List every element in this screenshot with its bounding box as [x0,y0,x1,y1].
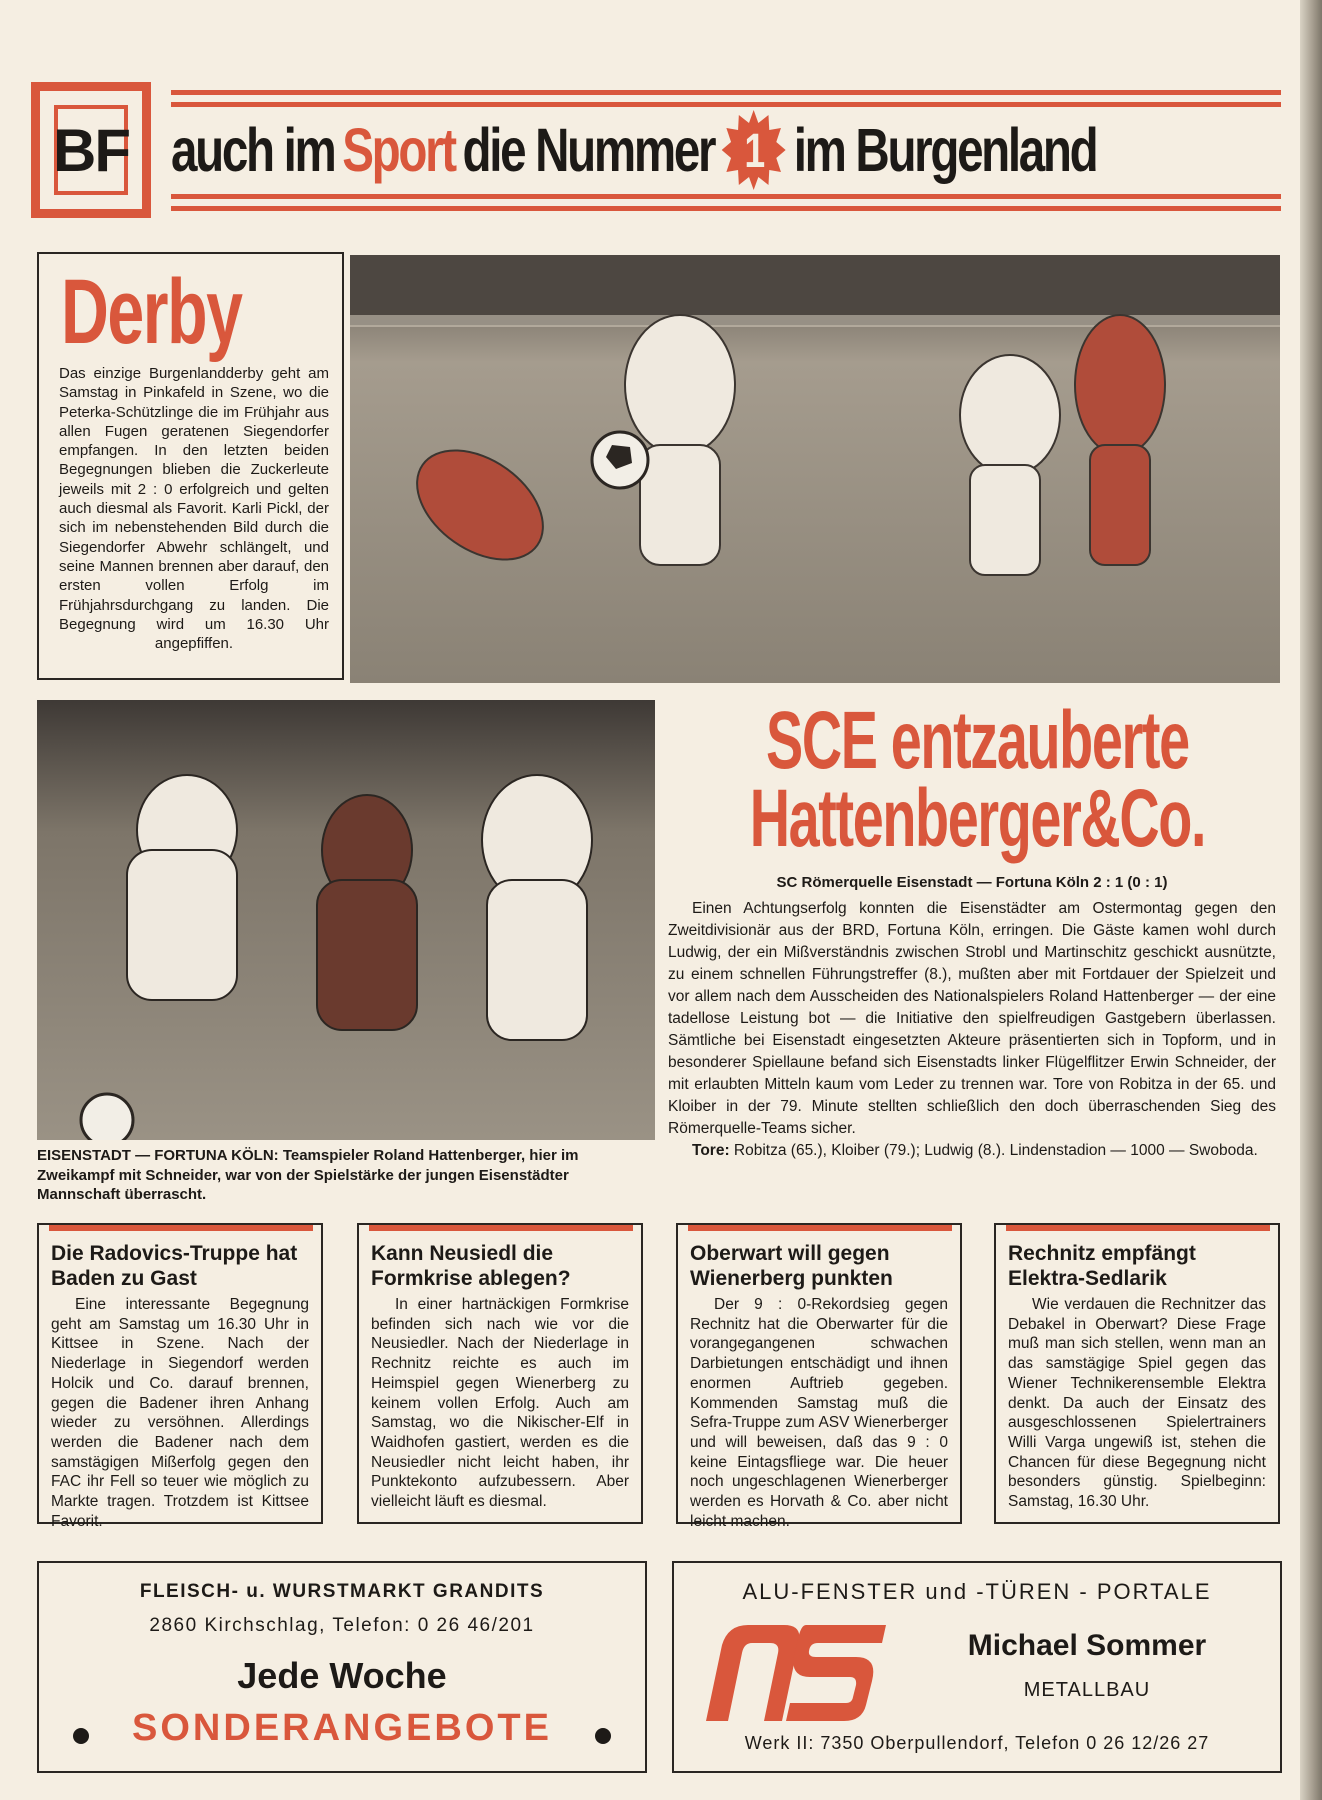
badge-number: 1 [744,124,764,179]
box-text: Wie verdauen die Rechnitzer das Debakel in Oberwart? Diese Frage muß man sich stellen, wenn man an das samstägige Spiel gegen das Wiener Technikerensemble Elektra denkt. Da auch der Einsatz des ausgeschlossenen Spielertrainers Willi Varga ungewiß ist, stehen die Chancen für diese Begegnung nicht besonders günstig. Spielbeginn: Samstag, 16.30 Uhr. [1008,1296,1266,1511]
ad-grandits-address: 2860 Kirchschlag, Telefon: 0 26 46/201 [149,1615,535,1636]
sce-body-text: Einen Achtungserfolg konnten die Eisenstädter am Ostermontag gegen den Zweitdivisionär aus der BRD, Fortuna Köln, erringen. Die Gäste kamen wohl durch Ludwig, der ein Mißverständnis zwischen Strobl und Martinschitz geschickt ausnützte, zu einem schnellen Führungstreffer (8.), mußten aber mit Fortdauer der Spielzeit und vor allem nach dem Ausscheiden des Nationalspielers Roland Hattenberger — der eine tadellose Leistung bot — die Initiative den spielfreudigen Gastgebern überlassen. Sämtliche bei Eisenstadt eingesetzten Akteure präsentierten sich in Topform, und in besonderer Spiellaune befand sich Eisenstadts linker Flügelflitzer Erwin Schneider, der mit erlaubten Mitteln kaum vom Leder zu trennen war. Tore von Robitza in der 65. und Kloiber in der 79. Minute stellten schließlich den doch überraschenden Sieg des Römerquelle-Teams sicher. [668,900,1276,1137]
bullet-dot-right [595,1728,611,1744]
slogan-part1: auch im [171,116,335,184]
masthead-rule-top-1 [171,90,1281,95]
box-text: In einer hartnäckigen Formkrise befinden sich nach wie vor die Neusiedler. Nach der Niederlage in Rechnitz reichte es auch im Heimspiel gegen Wienerberg zu keinem vollen Erfolg. Auch am Samstag, wo die Nikischer-Elf in Waidhofen gastiert, werden es die Neusiedler nicht leicht haben, ihr Punktekonto aufzubessern. Aber vielleicht läuft es diesmal. [371,1296,629,1511]
article-box-radovics [37,1223,323,1530]
box-accent-bar [49,1225,313,1231]
masthead-slogan [171,112,1097,188]
box-title: Oberwart will gegen Wienerberg punkten [690,1242,893,1290]
box-accent-bar [688,1225,952,1231]
ad-grandits [37,1561,647,1773]
hattenberger-match-photo [37,700,655,1140]
photo-caption: EISENSTADT — FORTUNA KÖLN: Teamspieler Roland Hattenberger, hier im Zweikampf mit Schneider, war von der Spielstärke der jungen Eisenstädter Mannschaft überrascht. [37,1147,579,1203]
box-title: Kann Neusiedl die Formkrise ablegen? [371,1242,571,1290]
derby-match-photo [350,255,1280,683]
goals-text: Robitza (65.), Kloiber (79.); Ludwig (8.). Lindenstadion — 1000 — Swoboda. [733,1142,1258,1159]
box-accent-bar [369,1225,633,1231]
sce-goals-line [668,1140,1276,1162]
bf-logo [31,82,151,218]
derby-article [37,252,344,680]
ad-grandits-offers: SONDERANGEBOTE [132,1707,552,1749]
masthead-rule-top-2 [171,102,1281,107]
derby-text: Das einzige Burgenlandderby geht am Samstag in Pinkafeld in Szene, wo die Peterka-Schützlinge die im Frühjahr aus allen Fugen geratenen Siegendorfer empfangen. In den letzten beiden Begegnungen blieben die Zuckerleute jeweils mit 2 : 0 erfolgreich und gelten auch diesmal als Favorit. Karli Pickl, der sich im nebenstehenden Bild durch die Siegendorfer Abwehr schlängelt, und seine Mannen brennen aber darauf, den ersten vollen Erfolg im Frühjahrsdurchgang zu landen. Die Begegnung wird um 16.30 Uhr angepfiffen. [59,365,329,653]
masthead [31,82,1281,218]
sce-article-body [668,898,1276,1162]
page-edge [1300,0,1322,1800]
masthead-rule-bottom-1 [171,194,1281,199]
box-accent-bar [1006,1225,1270,1231]
bullet-dot-left [73,1728,89,1744]
sce-match-result: SC Römerquelle Eisenstadt — Fortuna Köln 2 : 1 (0 : 1) [776,874,1168,891]
ad-sommer [672,1561,1282,1773]
derby-title: Derby [61,261,242,363]
ad-sommer-address: Werk II: 7350 Oberpullendorf, Telefon 0 26 12/26 27 [744,1733,1210,1753]
ad-grandits-name: FLEISCH- u. WURSTMARKT GRANDITS [139,1581,545,1602]
ad-sommer-name: Michael Sommer [967,1629,1207,1662]
sce-headline-line2: Hattenberger&Co. [749,773,1206,864]
ad-grandits-slogan: Jede Woche [237,1655,447,1696]
ms-logo-icon [706,1625,886,1726]
goals-label: Tore: [692,1142,730,1159]
slogan-part3: im Burgenland [793,116,1097,184]
article-box-rechnitz [994,1223,1280,1524]
box-text: Der 9 : 0-Rekordsieg gegen Rechnitz hat die Oberwarter für die vorangegangenen schwachen Darbietungen entschädigt und ihnen enormen Auftrieb gegeben. Kommenden Samstag muß die Sefra-Truppe zum ASV Wienerberger und will beweisen, daß das 9 : 0 keine Eintagsfliege war. Die heuer noch ungeschlagenen Wienerberger werden es Horvath & Co. aber nicht leicht machen. [690,1296,948,1530]
ad-sommer-products: ALU-FENSTER und -TÜREN - PORTALE [742,1579,1212,1604]
ad-sommer-trade: METALLBAU [1023,1679,1151,1701]
box-title: Rechnitz empfängt Elektra-Sedlarik [1008,1242,1196,1290]
masthead-rule-bottom-2 [171,206,1281,211]
sce-headline [668,695,1206,864]
slogan-part2: die Nummer [462,116,715,184]
bf-logo-text: BF [53,116,129,184]
article-box-neusiedl [357,1223,643,1524]
sce-headline-line1: SCE entzauberte [766,695,1189,786]
box-title: Die Radovics-Truppe hat Baden zu Gast [51,1242,298,1290]
article-box-oberwart [676,1223,962,1530]
slogan-sport: Sport [342,116,455,184]
box-text: Eine interessante Begegnung geht am Samstag um 16.30 Uhr in Kittsee in Szene. Nach der Niederlage in Siegendorf werden Holcik und Co. darauf brennen, gegen die Badener ihren Anhang wieder zu versöhnen. Allerdings werden die Badener nach dem samstägigen Mißerfolg gegen den FAC ihr Fell so teuer wie möglich zu Markte tragen. Trotzdem ist Kittsee Favorit. [51,1296,309,1530]
number-one-badge [722,109,786,191]
